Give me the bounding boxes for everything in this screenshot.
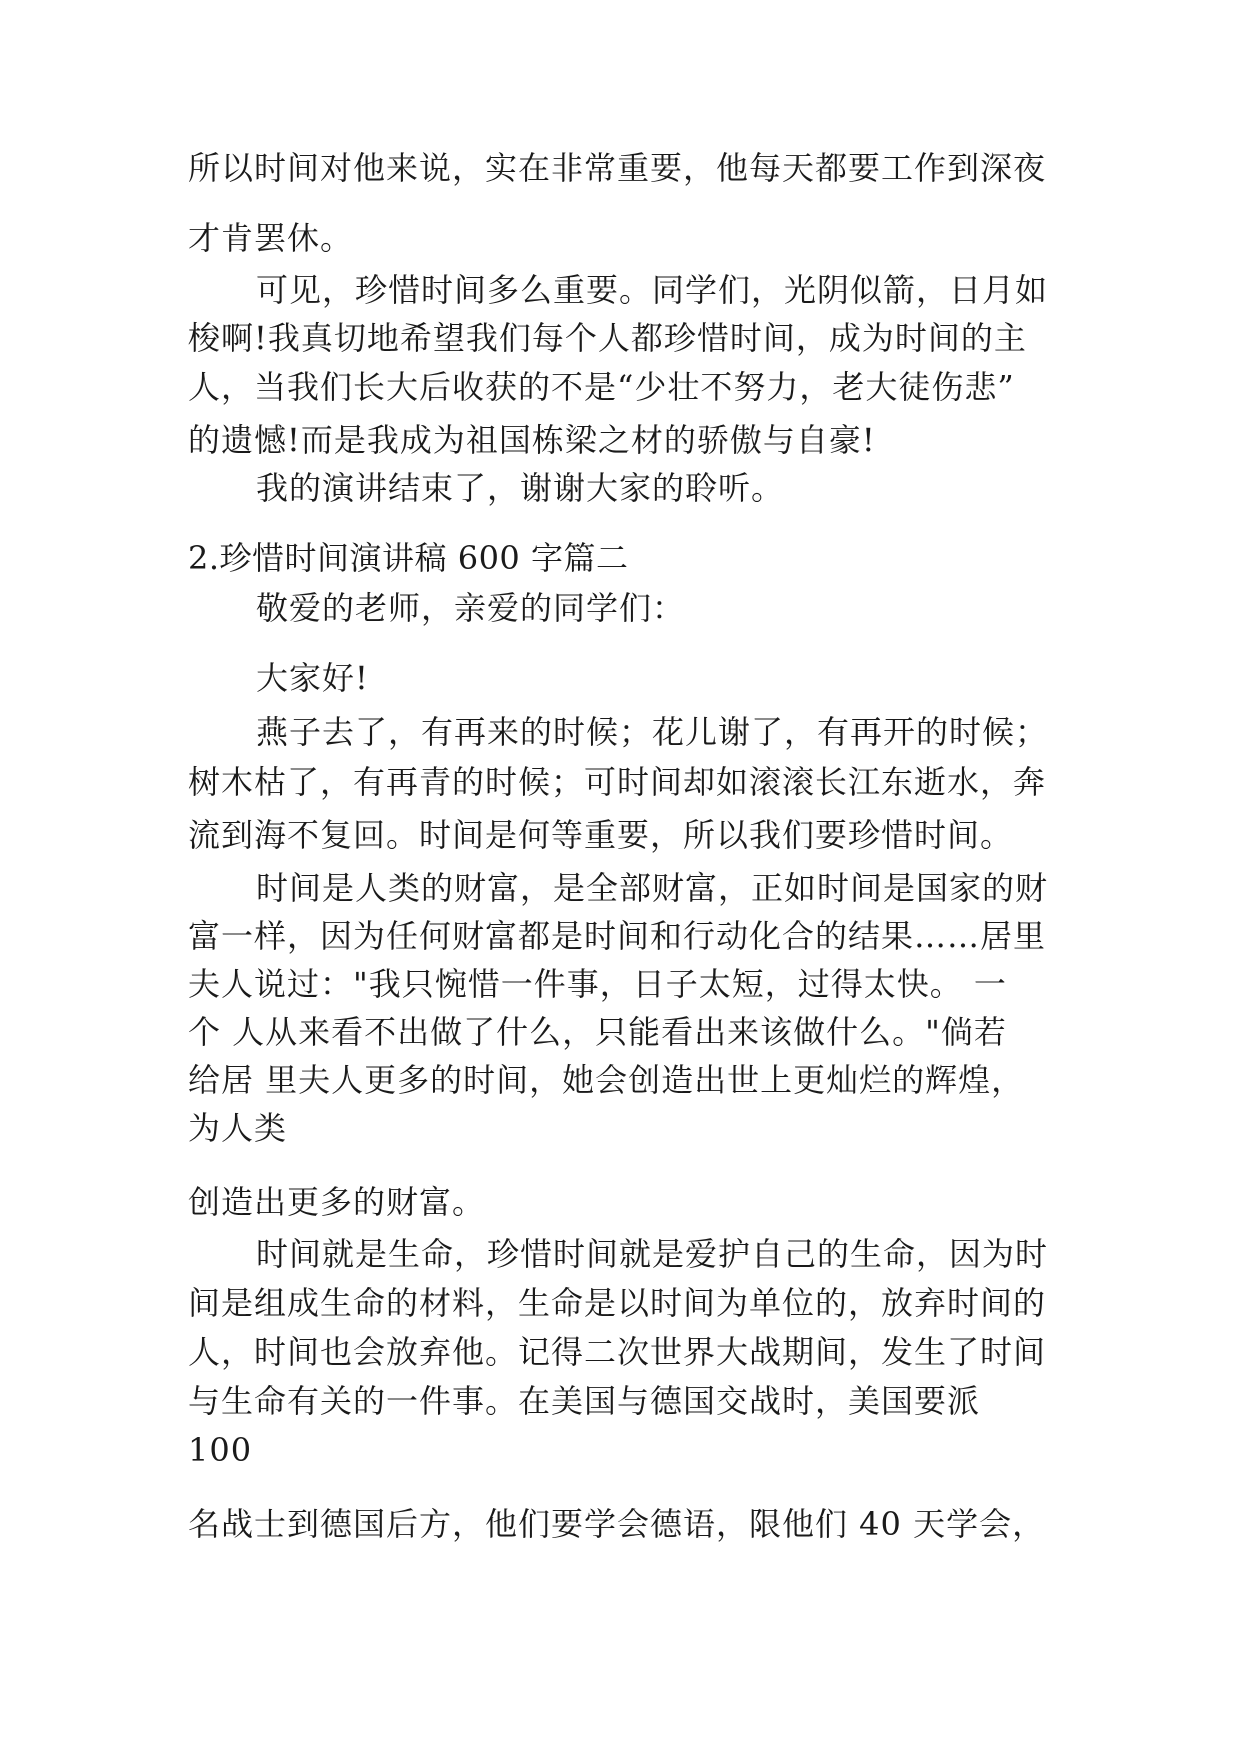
text-line: 梭啊!我真切地希望我们每个人都珍惜时间，成为时间的主: [188, 319, 1027, 357]
text-line: 100: [188, 1431, 253, 1469]
text-line: 时间就是生命，珍惜时间就是爱护自己的生命，因为时: [256, 1235, 1049, 1273]
text-line: 为人类: [188, 1109, 288, 1147]
text-line: 燕子去了，有再来的时候；花儿谢了，有再开的时候；: [256, 713, 1049, 751]
text-line: 个 人从来看不出做了什么，只能看出来该做什么。"倘若: [188, 1013, 1007, 1051]
text-line: 才肯罢休。: [188, 219, 354, 257]
text-line: 创造出更多的财富。: [188, 1183, 486, 1221]
text-line: 间是组成生命的材料，生命是以时间为单位的，放弃时间的: [188, 1284, 1047, 1322]
text-line: 与生命有关的一件事。在美国与德国交战时，美国要派: [188, 1382, 981, 1420]
salutation: 敬爱的老师，亲爱的同学们：: [256, 589, 686, 627]
text-line: 所以时间对他来说，实在非常重要，他每天都要工作到深夜: [188, 149, 1047, 187]
text-line: 流到海不复回。时间是何等重要，所以我们要珍惜时间。: [188, 816, 1014, 854]
text-line: 夫人说过："我只惋惜一件事，日子太短，过得太快。 一: [188, 965, 1007, 1003]
text-line: 时间是人类的财富，是全部财富，正如时间是国家的财: [256, 869, 1049, 907]
text-line: 的遗憾!而是我成为祖国栋梁之材的骄傲与自豪!: [188, 421, 876, 459]
text-line: 给居 里夫人更多的时间，她会创造出世上更灿烂的辉煌，: [188, 1061, 1025, 1099]
text-line: 名战士到德国后方，他们要学会德语，限他们 40 天学会，: [188, 1505, 1046, 1543]
text-line: 我的演讲结束了，谢谢大家的聆听。: [256, 469, 785, 507]
section-heading: 2.珍惜时间演讲稿 600 字篇二: [188, 539, 629, 577]
text-line: 富一样，因为任何财富都是时间和行动化合的结果……居里: [188, 917, 1047, 955]
text-line: 人，时间也会放弃他。记得二次世界大战期间，发生了时间: [188, 1333, 1047, 1371]
text-line: 可见，珍惜时间多么重要。同学们，光阴似箭，日月如: [256, 271, 1049, 309]
greeting: 大家好!: [256, 659, 369, 697]
text-line: 树木枯了，有再青的时候；可时间却如滚滚长江东逝水，奔: [188, 763, 1047, 801]
text-line: 人，当我们长大后收获的不是“少壮不努力，老大徒伤悲”: [188, 368, 1015, 406]
